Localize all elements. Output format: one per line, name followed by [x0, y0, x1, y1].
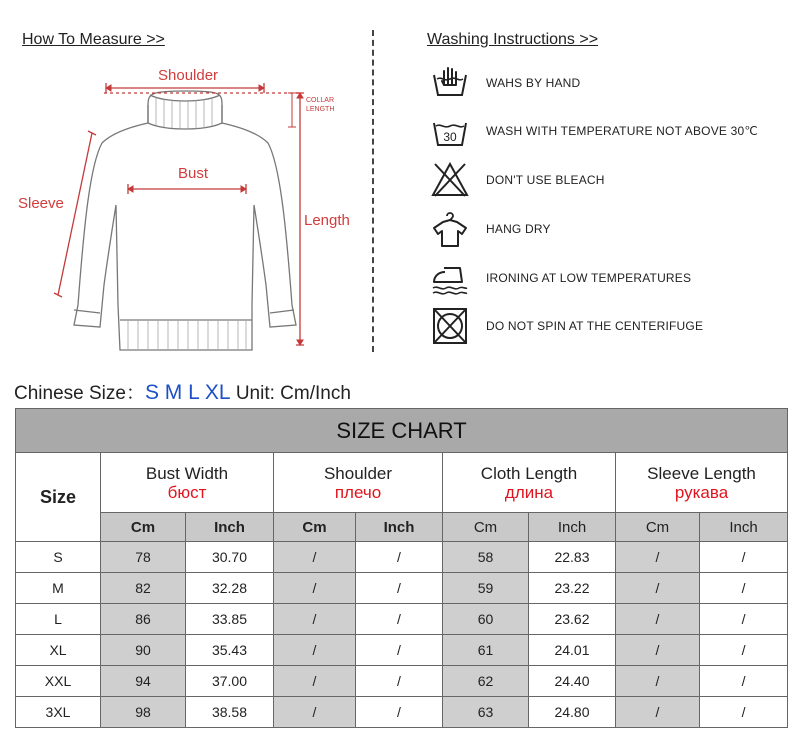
- value-cell: /: [700, 697, 788, 728]
- wash-item-hang-dry: [430, 209, 790, 249]
- size-cell: L: [16, 604, 101, 635]
- size-cell: S: [16, 542, 101, 573]
- table-row: [16, 697, 788, 728]
- value-cell: /: [700, 635, 788, 666]
- value-cell: /: [700, 604, 788, 635]
- value-cell: 98: [101, 697, 186, 728]
- wash-label-no-bleach: DON'T USE BLEACH: [486, 173, 605, 187]
- size-cell: M: [16, 573, 101, 604]
- wash-label-no-spin: DO NOT SPIN AT THE CENTERIFUGE: [486, 319, 704, 333]
- value-cell: 59: [443, 573, 529, 604]
- table-row: [16, 573, 788, 604]
- unit-header: Cm: [274, 513, 356, 542]
- value-cell: 23.22: [529, 573, 616, 604]
- value-cell: 60: [443, 604, 529, 635]
- size-column-header: Size: [16, 453, 101, 542]
- value-cell: /: [616, 604, 700, 635]
- unit-header: Inch: [700, 513, 788, 542]
- no-bleach-icon: [430, 160, 470, 200]
- hang-dry-icon: [430, 209, 470, 249]
- value-cell: 38.58: [186, 697, 274, 728]
- table-row: [16, 666, 788, 697]
- value-cell: /: [356, 573, 443, 604]
- group-header-shoulder: Shoulder плечо: [274, 453, 443, 513]
- size-chart-table: [15, 408, 788, 728]
- table-row: [16, 542, 788, 573]
- section-divider: [372, 30, 374, 352]
- chinese-size-prefix: Chinese Size：: [14, 383, 145, 404]
- unit-header: Cm: [101, 513, 186, 542]
- size-cell: 3XL: [16, 697, 101, 728]
- unit-header: Cm: [616, 513, 700, 542]
- value-cell: 82: [101, 573, 186, 604]
- unit-header: Inch: [186, 513, 274, 542]
- value-cell: 94: [101, 666, 186, 697]
- unit-header: Inch: [529, 513, 616, 542]
- value-cell: /: [356, 604, 443, 635]
- table-row: [16, 604, 788, 635]
- value-cell: /: [616, 697, 700, 728]
- wash-label-hang-dry: HANG DRY: [486, 222, 551, 236]
- group-header-length: Cloth Length длина: [443, 453, 616, 513]
- value-cell: 58: [443, 542, 529, 573]
- value-cell: /: [616, 542, 700, 573]
- value-cell: 24.80: [529, 697, 616, 728]
- wash-item-30: [430, 111, 790, 151]
- value-cell: /: [274, 542, 356, 573]
- group-header-bust: Bust Width бюст: [101, 453, 274, 513]
- unit-header: Cm: [443, 513, 529, 542]
- iron-low-icon: [430, 258, 470, 298]
- value-cell: /: [356, 697, 443, 728]
- size-list: S M L XL: [144, 381, 231, 404]
- value-cell: 35.43: [186, 635, 274, 666]
- value-cell: /: [274, 697, 356, 728]
- length-label: Length: [304, 212, 350, 229]
- wash-item-hand: [430, 63, 790, 103]
- size-cell: XXL: [16, 666, 101, 697]
- group-header-sleeve: Sleeve Length рукава: [616, 453, 788, 513]
- unit-label: Unit: Cm/Inch: [235, 383, 351, 404]
- value-cell: /: [616, 635, 700, 666]
- wash-label-iron: IRONING AT LOW TEMPERATURES: [486, 271, 692, 285]
- value-cell: 62: [443, 666, 529, 697]
- value-cell: /: [616, 573, 700, 604]
- value-cell: 22.83: [529, 542, 616, 573]
- value-cell: 23.62: [529, 604, 616, 635]
- wash-label-30: WASH WITH TEMPERATURE NOT ABOVE 30℃: [486, 124, 759, 138]
- value-cell: 30.70: [186, 542, 274, 573]
- washing-title: Washing Instructions >>: [427, 31, 599, 48]
- wash-item-iron: [430, 258, 790, 298]
- value-cell: /: [356, 666, 443, 697]
- value-cell: /: [616, 666, 700, 697]
- wash-30-icon: [430, 111, 470, 151]
- value-cell: /: [700, 666, 788, 697]
- value-cell: 37.00: [186, 666, 274, 697]
- size-chart-title: SIZE CHART: [16, 409, 788, 453]
- value-cell: 33.85: [186, 604, 274, 635]
- value-cell: /: [700, 573, 788, 604]
- value-cell: 90: [101, 635, 186, 666]
- how-to-measure-title: How To Measure >>: [22, 31, 165, 48]
- size-cell: XL: [16, 635, 101, 666]
- value-cell: /: [356, 635, 443, 666]
- value-cell: /: [274, 604, 356, 635]
- sleeve-label: Sleeve: [18, 195, 64, 212]
- value-cell: 24.01: [529, 635, 616, 666]
- value-cell: /: [274, 635, 356, 666]
- wash-temp-label: 30: [443, 130, 457, 144]
- table-row: [16, 635, 788, 666]
- value-cell: 63: [443, 697, 529, 728]
- unit-header: Inch: [356, 513, 443, 542]
- wash-item-no-bleach: [430, 160, 790, 200]
- shoulder-label: Shoulder: [158, 67, 219, 84]
- wash-item-no-spin: [430, 306, 790, 346]
- no-spin-icon: [430, 306, 470, 346]
- value-cell: 61: [443, 635, 529, 666]
- collar-length-label: COLLAR LENGTH: [306, 97, 335, 113]
- value-cell: /: [700, 542, 788, 573]
- value-cell: /: [274, 666, 356, 697]
- chinese-size-line: [14, 378, 351, 405]
- value-cell: /: [274, 573, 356, 604]
- value-cell: 24.40: [529, 666, 616, 697]
- value-cell: 86: [101, 604, 186, 635]
- value-cell: /: [356, 542, 443, 573]
- value-cell: 32.28: [186, 573, 274, 604]
- bust-label: Bust: [178, 165, 209, 182]
- value-cell: 78: [101, 542, 186, 573]
- wash-label-hand: WAHS BY HAND: [486, 76, 581, 90]
- hand-wash-icon: [430, 63, 470, 103]
